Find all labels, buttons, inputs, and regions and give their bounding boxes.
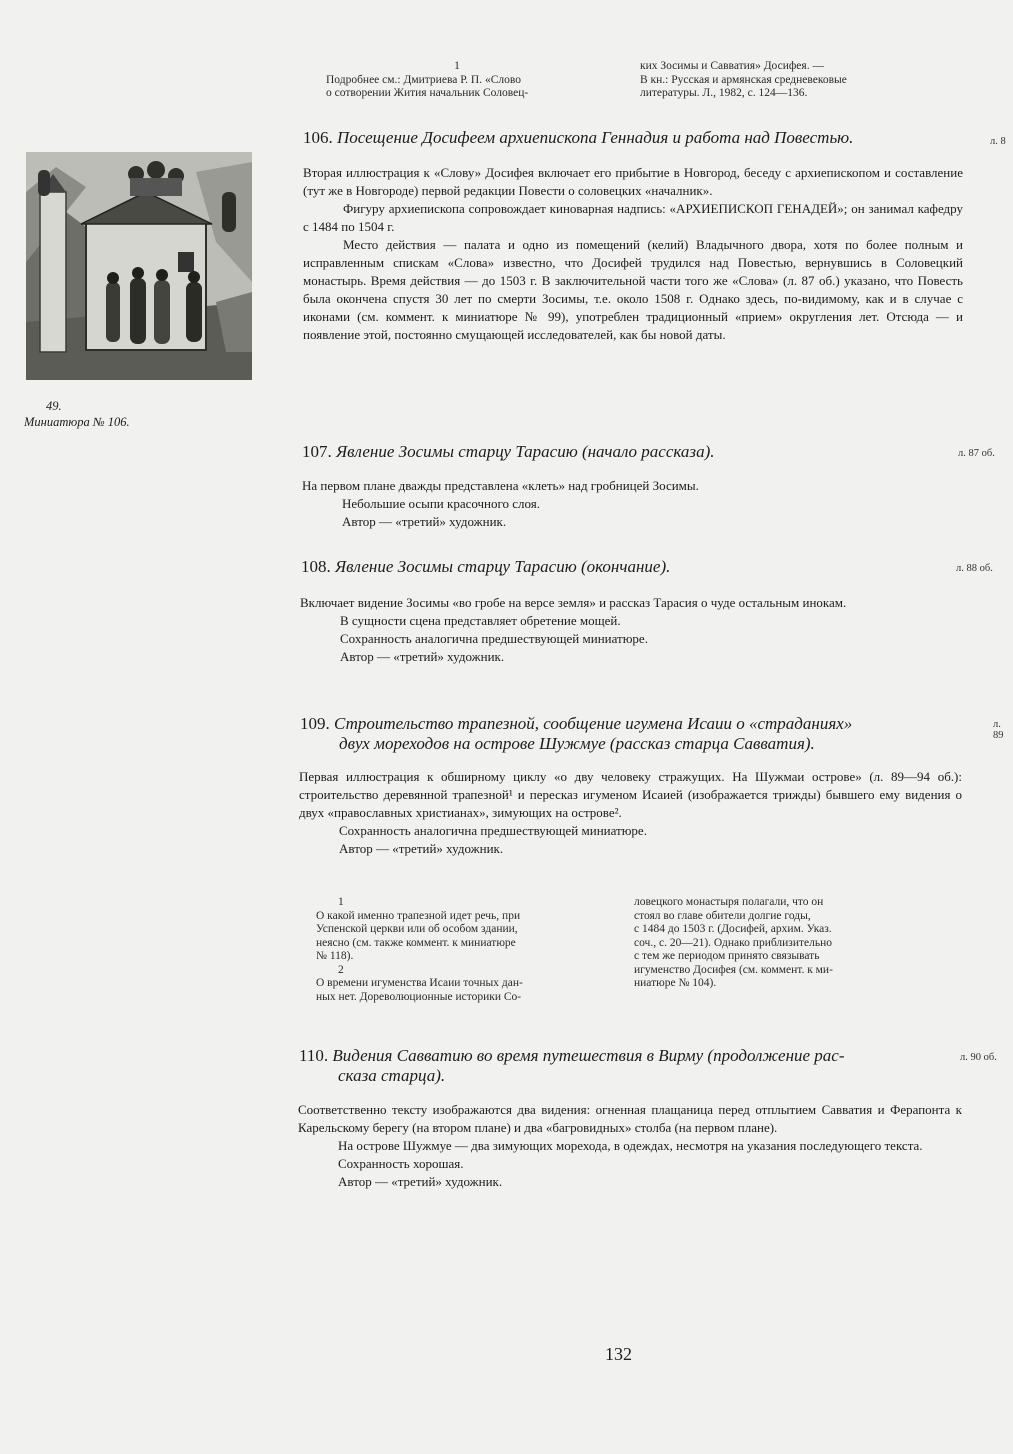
footnote-line: № 118).	[316, 950, 354, 962]
entry-number: 109.	[300, 714, 330, 733]
footnote-line: ких Зосимы и Савватия» Досифея. —	[640, 60, 824, 72]
footnotes-mid-right	[634, 896, 934, 991]
footnote-line: ниатюре № 104).	[634, 977, 717, 989]
footnote-line: О времени игуменства Исаии точных дан-	[316, 977, 523, 989]
footnote-line: игуменство Досифея (см. коммент. к ми-	[634, 963, 833, 976]
page-number: 132	[605, 1344, 632, 1364]
footnote-line: О какой именно трапезной идет речь, при	[316, 909, 521, 922]
entry-title-text: Явление Зосимы старцу Тарасию (окончание).	[335, 557, 671, 576]
footnote-line: с 1484 до 1503 г. (Досифей, архим. Указ.	[634, 923, 832, 935]
footnote-line: Подробнее см.: Дмитриева Р. П. «Слово	[326, 73, 521, 86]
folio-110: л. 90 об.	[960, 1052, 997, 1063]
folio-108: л. 88 об.	[956, 563, 993, 574]
paragraph: Автор — «третий» художник.	[342, 514, 507, 529]
footnote-number: 1	[338, 896, 344, 908]
entry-title-107	[302, 442, 972, 462]
entry-number: 110.	[299, 1046, 329, 1065]
footnote-line: соч., с. 20—21). Однако приблизительно	[634, 936, 833, 949]
entry-title-text: Посещение Досифеем архиепископа Геннадия и работа над Повестью.	[337, 128, 854, 147]
paragraph: Вторая иллюстрация к «Слову» Досифея включает его прибытие в Новгород, беседу с архиепископом и составление (тут же в Новгороде) первой редакции Повести о соловецких «началник».	[303, 165, 963, 198]
entry-number: 107.	[302, 442, 332, 461]
footnote-line: неясно (см. также коммент. к миниатюре	[316, 936, 516, 949]
entry-title-text: двух мореходов на острове Шужмуе (рассказ старца Савватия).	[339, 734, 815, 753]
paragraph: Сохранность хорошая.	[338, 1156, 464, 1171]
entry-body-109	[299, 768, 962, 858]
figure-number: 49.	[46, 399, 62, 413]
footnote-line: стоял во главе обители долгие годы,	[634, 909, 811, 922]
entry-body-107	[302, 477, 962, 531]
entry-title-text: Явление Зосимы старцу Тарасию (начало рассказа).	[336, 442, 715, 461]
footnote-line: о сотворении Жития начальник Соловец-	[326, 87, 529, 99]
footnote-top-right	[640, 60, 940, 101]
footnote-number: 1	[454, 60, 460, 72]
footnote-line: В кн.: Русская и армянская средневековые	[640, 73, 847, 86]
paragraph: Включает видение Зосимы «во гробе на версе земля» и рассказ Тарасия о чуде остальным инокам.	[300, 595, 847, 610]
entry-title-106	[303, 128, 973, 148]
entry-body-106	[303, 164, 963, 344]
footnote-top-left	[326, 60, 588, 101]
footnote-line: Успенской церкви или об особом здании,	[316, 923, 518, 935]
footnote-line: ловецкого монастыря полагали, что он	[634, 896, 824, 908]
paragraph: Сохранность аналогична предшествующей миниатюре.	[340, 631, 648, 646]
paragraph: Небольшие осыпи красочного слоя.	[342, 496, 541, 511]
entry-title-text: сказа старца).	[338, 1066, 446, 1085]
paragraph: Первая иллюстрация к обширному циклу «о дву человеку стражущих. На Шужмаи острове» (л. 89—94 об.): строительство деревянной трапезной¹ и пересказ игуменом Исаией (изображается трижды) бывшего ему видения о двух «православных христианах», зимующих на острове².	[299, 769, 962, 820]
entry-body-108	[300, 594, 962, 666]
footnote-line: ных нет. Дореволюционные историки Со-	[316, 990, 522, 1003]
paragraph: На острове Шужмуе — два зимующих морехода, в одеждах, несмотря на указания последующего текста.	[338, 1138, 923, 1153]
entry-title-110	[299, 1046, 969, 1086]
footnote-line: с тем же периодом принято связывать	[634, 950, 820, 962]
entry-title-109	[300, 714, 970, 754]
entry-title-text: Строительство трапезной, сообщение игумена Исаии о «страданиях»	[334, 714, 853, 733]
miniature-illustration	[26, 152, 252, 380]
folio-109: л. 89	[993, 719, 1004, 741]
entry-number: 108.	[301, 557, 331, 576]
footnote-number: 2	[338, 963, 344, 976]
entry-number: 106.	[303, 128, 333, 147]
figure-caption: Миниатюра № 106.	[24, 415, 130, 429]
folio-106: л. 8	[990, 136, 1006, 147]
paragraph: Место действия — палата и одно из помещений (келий) Владычного двора, хотя по более полным и исправленным спискам «Слова» известно, что Досифей трудился над Повестью, вернувшись в Соловецкий монастырь. Время действия — до 1503 г. В заключительной части того же «Слова» (л. 87 об.) указано, что Повесть была окончена спустя 30 лет по смерти Зосимы, т.е. около 1508 г. Однако здесь, по-видимому, как и в случае с иконами (см. коммент. к миниатюре № 99), употреблен традиционный «прием» округления лет. Отсюда — и появление этой, постоянно смущающей исследователей, как бы новой даты.	[303, 237, 963, 342]
paragraph: Автор — «третий» художник.	[339, 841, 504, 856]
entry-body-110	[298, 1101, 962, 1191]
paragraph: Соответственно тексту изображаются два видения: огненная плащаница перед отплытием Савватия и Ферапонта к Карельскому берегу (на втором плане) и два «багровидных» столба (на первом плане).	[298, 1102, 962, 1135]
folio-107: л. 87 об.	[958, 448, 995, 459]
footnotes-mid-left	[316, 896, 591, 1004]
miniature-drawing	[26, 152, 252, 380]
paragraph: Автор — «третий» художник.	[340, 649, 505, 664]
entry-title-text: Видения Савватию во время путешествия в Вирму (продолжение рас-	[332, 1046, 845, 1065]
paragraph: Автор — «третий» художник.	[338, 1174, 503, 1189]
paragraph: На первом плане дважды представлена «клеть» над гробницей Зосимы.	[302, 478, 699, 493]
paragraph: Сохранность аналогична предшествующей миниатюре.	[339, 823, 647, 838]
paragraph: В сущности сцена представляет обретение мощей.	[340, 613, 621, 628]
paragraph: Фигуру архиепископа сопровождает киноварная надпись: «АРХИЕПИСКОП ГЕНАДЕЙ»; он занимал кафедру с 1484 по 1504 г.	[303, 201, 963, 234]
footnote-line: литературы. Л., 1982, с. 124—136.	[640, 87, 808, 99]
entry-title-108	[301, 557, 971, 577]
